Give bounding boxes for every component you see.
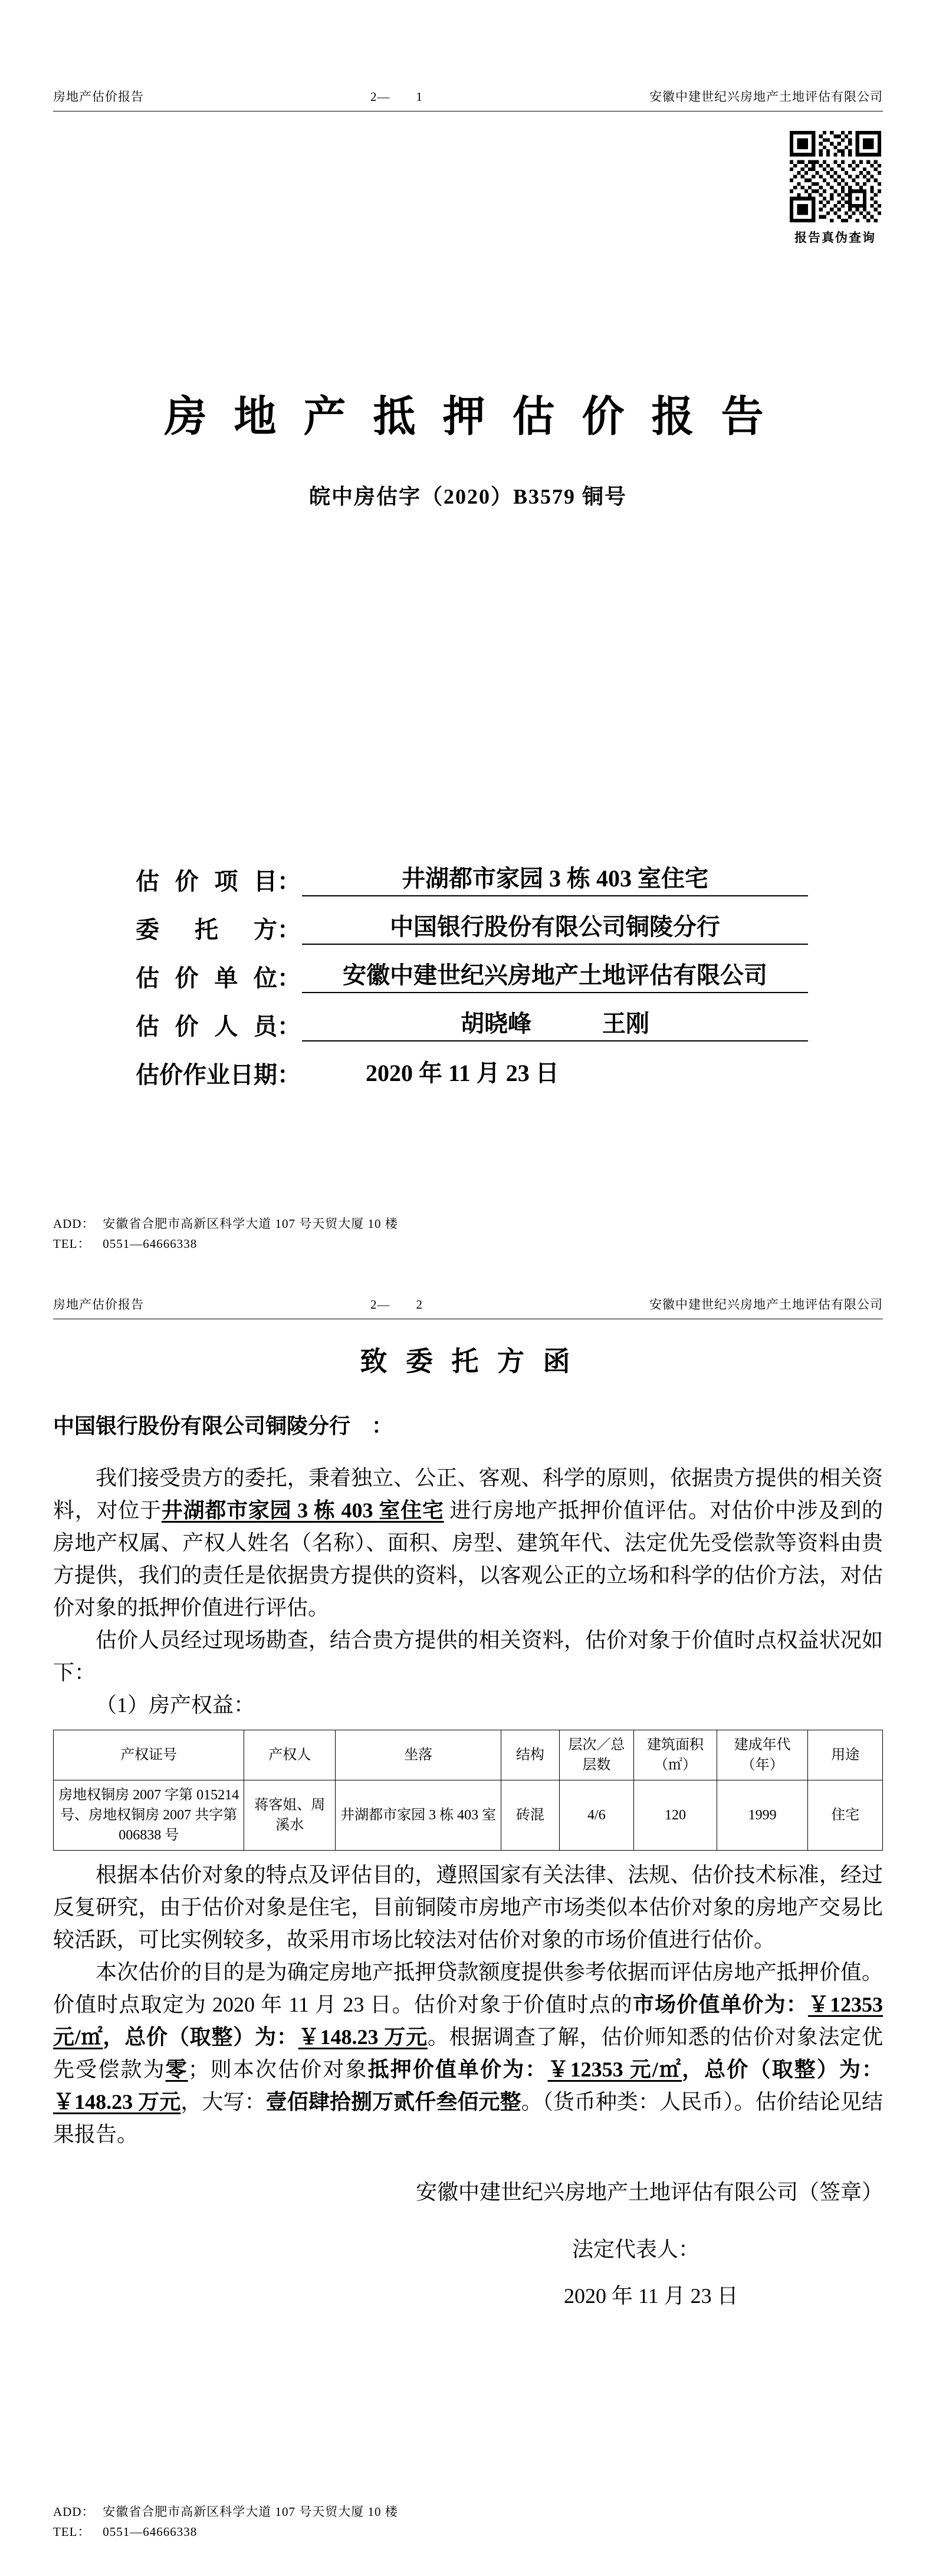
text-segment: ；则本次估价对象 xyxy=(188,2058,368,2081)
mortgage-unit-price-value: ￥12353 元/㎡ xyxy=(547,2058,682,2081)
header-company-name: 安徽中建世纪兴房地产土地评估有限公司 xyxy=(649,1297,883,1312)
text-segment: 。根据调查了解，估价师知悉的估价对象法定优先受偿款为 xyxy=(53,2025,883,2081)
footer-phone-line xyxy=(53,1234,398,1254)
subject-property-name: 井湖都市家园 3 栋 403 室住宅 xyxy=(161,1499,444,1522)
footer-address-text: 安徽省合肥市高新区科学大道 107 号天贸大厦 10 楼 xyxy=(103,1217,398,1231)
cell-owner: 蒋客姐、周溪水 xyxy=(244,1780,336,1851)
mortgage-total-price-label: ，总价（取整）为： xyxy=(682,2058,883,2081)
footer-address-text: 安徽省合肥市高新区科学大道 107 号天贸大厦 10 楼 xyxy=(103,2505,398,2519)
col-header-owner: 产权人 xyxy=(244,1730,336,1780)
page-2-footer xyxy=(53,2502,398,2542)
footer-phone-text: 0551—64666338 xyxy=(103,1237,198,1251)
mortgage-unit-price-label: 抵押价值单价为： xyxy=(367,2058,548,2081)
cell-cert-no: 房地权铜房 2007 字第 015214 号、房地权铜房 2007 共字第 006838 号 xyxy=(54,1780,244,1851)
page-2-running-header xyxy=(53,1295,883,1319)
report-title: 房 地 产 抵 押 估 价 报 告 xyxy=(164,393,772,441)
footer-address-line xyxy=(53,1214,398,1234)
field-row-project xyxy=(136,848,808,896)
field-label-appraisers: 估价人员 xyxy=(136,1013,277,1040)
field-value-work-date: 2020 年 11 月 23 日 xyxy=(366,1060,559,1086)
closing-company-seal: 安徽中建世纪兴房地产土地评估有限公司（签章） xyxy=(415,2180,883,2204)
field-row-appraisal-org xyxy=(136,945,808,993)
footer-phone-label: TEL： xyxy=(53,2525,91,2539)
letter-salutation: 中国银行股份有限公司铜陵分行 ： xyxy=(53,1414,393,1438)
footer-phone-line xyxy=(53,2522,398,2542)
cell-floor: 4/6 xyxy=(559,1780,634,1851)
field-colon: ： xyxy=(277,1013,301,1040)
field-label-work-date: 估价作业日期 xyxy=(136,1062,277,1088)
field-colon: ： xyxy=(277,868,301,895)
closing-block xyxy=(53,2176,883,2309)
paragraph-site-survey: 估价人员经过现场勘查，结合贵方提供的相关资料，估价对象于价值时点权益状况如下： xyxy=(53,1628,883,1684)
field-row-work-date xyxy=(136,1041,808,1090)
cell-location: 井湖都市家园 3 栋 403 室 xyxy=(336,1780,501,1851)
cover-fields xyxy=(136,848,808,1090)
amount-in-words: 壹佰肆拾捌万贰仟叁佰元整 xyxy=(265,2090,521,2114)
field-value-appraisers: 胡晓峰 王刚 xyxy=(302,1005,808,1041)
qr-caption: 报告真伪查询 xyxy=(794,231,876,245)
page-1-running-header xyxy=(53,87,883,111)
col-header-location: 坐落 xyxy=(336,1730,501,1780)
text-segment: 。（货币种类：人民币）。估价结论见结果报告。 xyxy=(53,2090,883,2146)
report-number: 皖中房估字（2020）B3579 铜号 xyxy=(308,485,627,508)
mortgage-total-price-value: ￥148.23 万元 xyxy=(53,2090,181,2114)
table-header-row xyxy=(54,1730,883,1780)
cell-area: 120 xyxy=(634,1780,717,1851)
letter-body xyxy=(53,1322,883,2309)
col-header-use: 用途 xyxy=(808,1730,883,1780)
field-row-appraisers xyxy=(136,993,808,1041)
col-header-floor: 层次／总层数 xyxy=(559,1730,634,1780)
text-segment: 本次估价的目的是为确定房地产抵押贷款额度提供参考依据而评估房地产抵押价值。价值时点取定为 2020 年 11 月 23 日。估价对象于价值时点的 xyxy=(53,1960,883,2016)
market-total-price-value: ￥148.23 万元 xyxy=(298,2025,428,2049)
footer-address-label: ADD： xyxy=(53,1217,95,1231)
footer-address-line xyxy=(53,2502,398,2522)
col-header-year-built: 建成年代（年） xyxy=(717,1730,808,1780)
header-page-number: 2— 1 xyxy=(370,90,423,104)
qr-code-icon xyxy=(790,131,881,222)
footer-phone-text: 0551—64666338 xyxy=(103,2525,198,2539)
header-company-name: 安徽中建世纪兴房地产土地评估有限公司 xyxy=(649,90,883,104)
footer-phone-label: TEL： xyxy=(53,1237,91,1251)
field-value-client: 中国银行股份有限公司铜陵分行 xyxy=(302,908,808,945)
table-row xyxy=(54,1780,883,1851)
cell-year-built: 1999 xyxy=(717,1780,808,1851)
footer-address-label: ADD： xyxy=(53,2505,95,2519)
field-colon: ： xyxy=(277,916,301,943)
page-2-letter xyxy=(0,1288,936,2576)
header-doc-title: 房地产估价报告 xyxy=(53,1297,144,1312)
col-header-cert-no: 产权证号 xyxy=(54,1730,244,1780)
field-colon: ： xyxy=(277,965,301,991)
text-segment: 进行房地产抵押价值评估。对估价中涉及到的房地产权属、产权人姓名（名称）、面积、房型、建筑年代、法定优先受偿款等资料由贵方提供，我们的责任是依据贵方提供的资料，以客观公正的立场和科学的估价方法，对估价对象的抵押价值进行评估。 xyxy=(53,1499,883,1619)
field-label-appraisal-org: 估价单位 xyxy=(136,965,277,991)
closing-date: 2020 年 11 月 23 日 xyxy=(564,2284,738,2308)
paragraph-engagement xyxy=(53,1462,883,1624)
field-label-client: 委托方 xyxy=(136,916,277,943)
property-rights-table xyxy=(53,1730,883,1851)
cell-structure: 砖混 xyxy=(501,1780,559,1851)
col-header-structure: 结构 xyxy=(501,1730,559,1780)
text-segment: ，大写： xyxy=(180,2090,266,2114)
field-value-appraisal-org: 安徽中建世纪兴房地产土地评估有限公司 xyxy=(302,957,808,993)
header-page-number: 2— 2 xyxy=(370,1297,423,1312)
col-header-area: 建筑面积（㎡） xyxy=(634,1730,717,1780)
field-value-project: 井湖都市家园 3 栋 403 室住宅 xyxy=(302,860,808,896)
report-verification-block xyxy=(787,131,883,246)
paragraph-method: 根据本估价对象的特点及评估目的，遵照国家有关法律、法规、估价技术标准，经过反复研究，由于估价对象是住宅，目前铜陵市房地产市场类似本估价对象的房地产交易比较活跃，可比实例较多，故采用市场比较法对估价对象的市场价值进行估价。 xyxy=(53,1863,883,1951)
cell-use: 住宅 xyxy=(808,1780,883,1851)
text-segment: 我们接受贵方的委托，秉着独立、公正、客观、科学的原则，依据贵方提供的相关资料，对位于 xyxy=(53,1466,883,1522)
letter-title: 致 委 托 方 函 xyxy=(360,1346,576,1376)
page-1-footer xyxy=(53,1214,398,1254)
market-total-price-label: ，总价（取整）为： xyxy=(103,2025,298,2049)
header-doc-title: 房地产估价报告 xyxy=(53,90,144,104)
field-colon: ： xyxy=(277,1062,301,1088)
market-unit-price-label: 市场价值单价为： xyxy=(632,1993,808,2016)
closing-legal-representative: 法定代表人： xyxy=(572,2237,700,2261)
paragraph-rights-heading: （1）房产权益： xyxy=(96,1693,255,1717)
market-unit-price-value: ￥12353 元/㎡ xyxy=(53,1993,883,2049)
priority-payment-value: 零 xyxy=(165,2058,188,2081)
paragraph-conclusion xyxy=(53,1956,883,2151)
field-row-client xyxy=(136,896,808,945)
field-label-project: 估价项目 xyxy=(136,868,277,895)
